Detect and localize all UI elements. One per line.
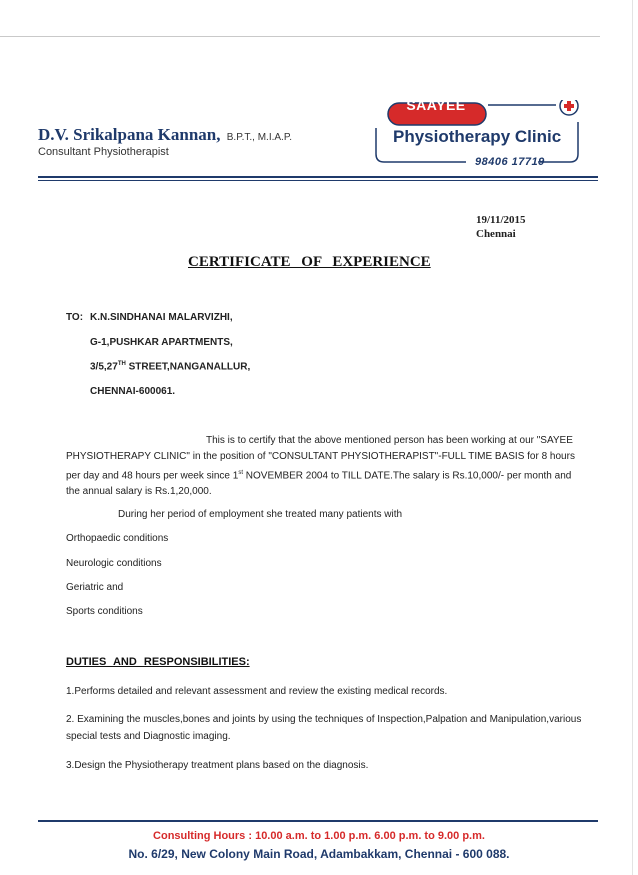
to-label: TO: bbox=[66, 312, 84, 323]
address-line2-prefix: 3/5,27 bbox=[90, 361, 118, 373]
condition-item: Geriatric and bbox=[66, 582, 124, 593]
doctor-title: Consultant Physiotherapist bbox=[38, 146, 169, 158]
header-rule bbox=[38, 176, 598, 178]
recipient-name: K.N.SINDHANAI MALARVIZHI, bbox=[90, 312, 233, 323]
address-line2-suffix: STREET,NANGANALLUR, bbox=[125, 361, 251, 373]
body-paragraph-2: During her period of employment she treated many patients with bbox=[118, 509, 403, 520]
clinic-phone: 98406 17719 bbox=[475, 156, 545, 168]
body-paragraph-1-b: NOVEMBER 2004 to TILL DATE.The salary is Rs.10,000/- per month and the annual salary is Rs.1,20,000. bbox=[66, 470, 572, 498]
letter-date: 19/11/2015 bbox=[476, 214, 526, 226]
recipient-address-line2 bbox=[90, 361, 250, 372]
scan-artifact-line bbox=[0, 36, 600, 37]
clinic-name: Physiotherapy Clinic bbox=[393, 127, 562, 146]
body-paragraph-1-sup: st bbox=[238, 470, 244, 476]
consulting-hours: Consulting Hours : 10.00 a.m. to 1.00 p.m. 6.00 p.m. to 9.00 p.m. bbox=[153, 830, 485, 842]
recipient-address-line3: CHENNAI-600061. bbox=[90, 386, 176, 397]
doctor-name bbox=[38, 125, 292, 145]
condition-item: Orthopaedic conditions bbox=[66, 533, 169, 544]
letter-city: Chennai bbox=[476, 228, 516, 240]
header-rule-thin bbox=[38, 180, 598, 181]
body-paragraph-1 bbox=[66, 433, 578, 500]
doctor-name-text: D.V. Srikalpana Kannan, bbox=[38, 125, 221, 144]
duty-item: 2. Examining the muscles,bones and joints by using the techniques of Inspection,Palpation and Manipulation,various special tests and Diagnostic imaging. bbox=[66, 714, 582, 742]
condition-item: Sports conditions bbox=[66, 606, 143, 617]
footer-rule bbox=[38, 820, 598, 822]
certificate-title: CERTIFICATE OF EXPERIENCE bbox=[188, 254, 431, 270]
duties-heading: DUTIES AND RESPONSIBILITIES: bbox=[66, 656, 250, 668]
condition-item: Neurologic conditions bbox=[66, 558, 162, 569]
doctor-qualifications: B.P.T., M.I.A.P. bbox=[226, 132, 292, 143]
page-edge bbox=[632, 0, 633, 875]
clinic-address: No. 6/29, New Colony Main Road, Adambakkam, Chennai - 600 088. bbox=[128, 847, 510, 861]
duty-item: 3.Design the Physiotherapy treatment plans based on the diagnosis. bbox=[66, 760, 369, 771]
address-line2-sup: TH bbox=[117, 361, 126, 367]
body-paragraph-1-a: This is to certify that the above mentioned person has been working at our "SAYEE PHYSIOTHERAPY CLINIC" in the position of "CONSULTANT PHYSIOTHERAPIST"-FULL TIME BASIS for 8 hours per day and 48 hours per week since 1 bbox=[66, 435, 575, 482]
recipient-address-line1: G-1,PUSHKAR APARTMENTS, bbox=[90, 337, 233, 348]
clinic-brand: SAAYEE bbox=[406, 97, 466, 113]
duty-item: 1.Performs detailed and relevant assessment and review the existing medical records. bbox=[66, 686, 448, 697]
